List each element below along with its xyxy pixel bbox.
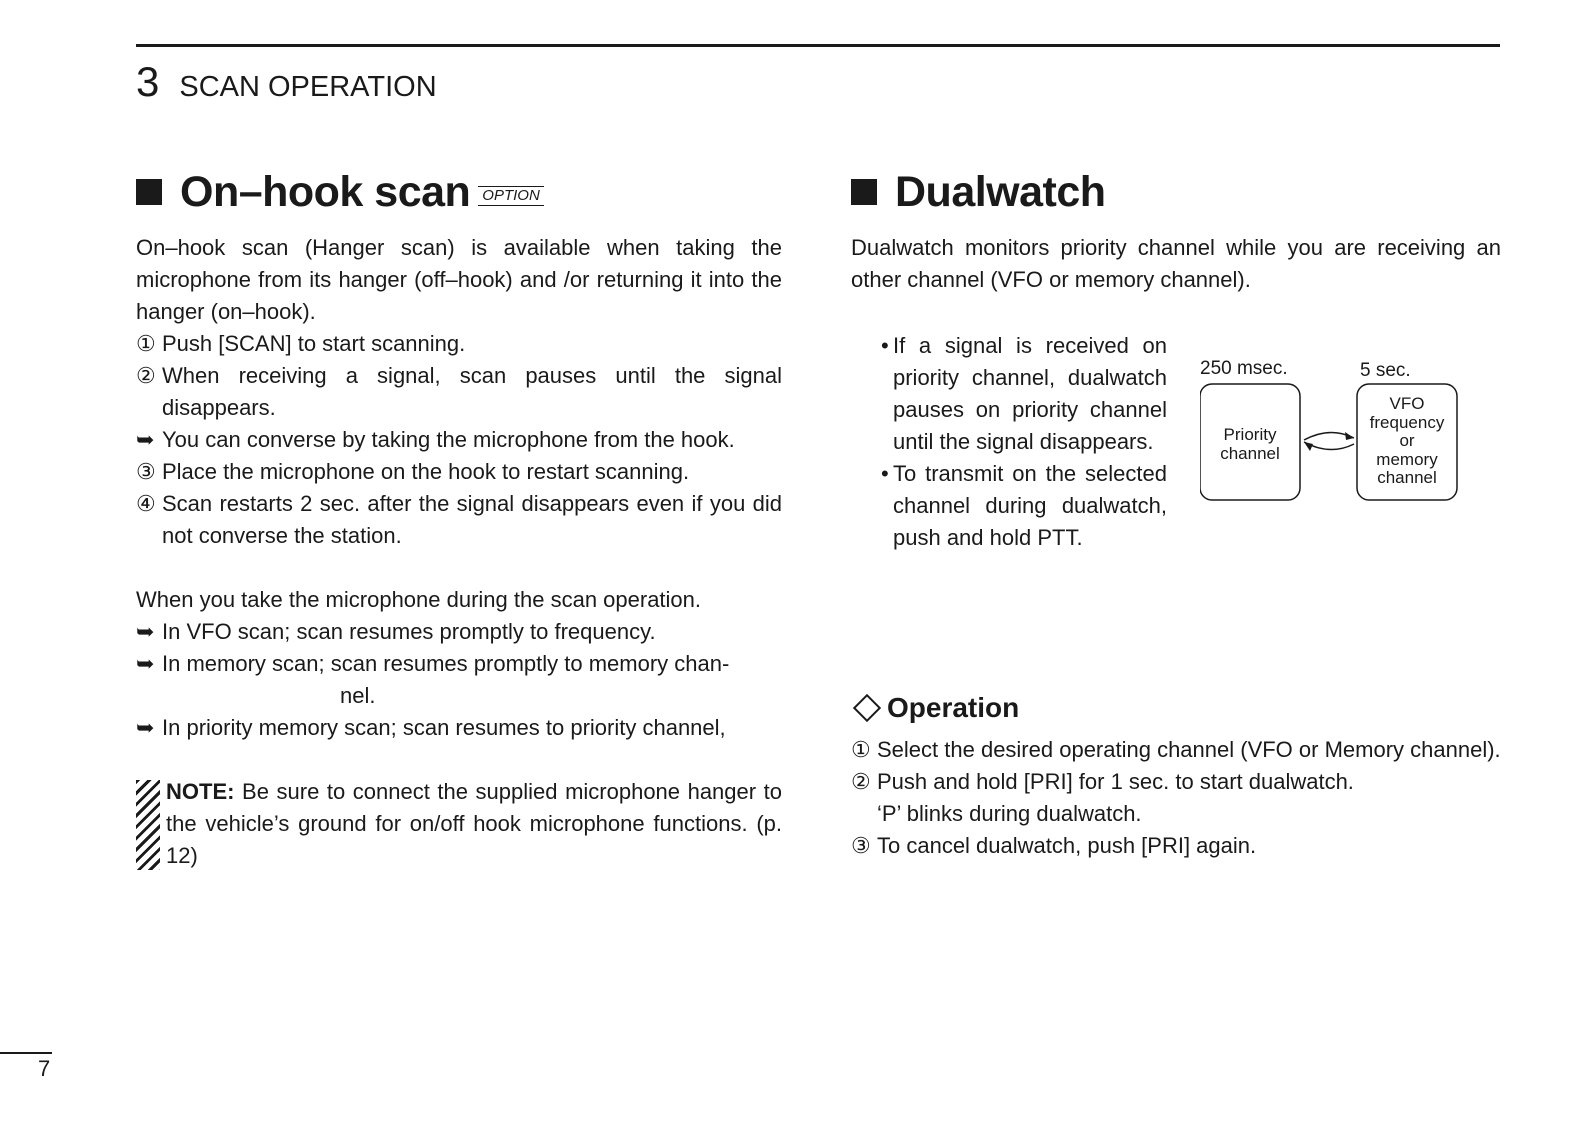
step-marker: ① — [851, 737, 871, 762]
take-item-continuation: nel. — [340, 683, 376, 708]
step-marker: ③ — [136, 459, 156, 484]
section-title: Dualwatch — [895, 168, 1106, 216]
step-text: To cancel dualwatch, push [PRI] again. — [877, 833, 1257, 858]
step-marker: ④ — [136, 491, 156, 516]
step-item — [136, 424, 782, 456]
step-item — [136, 488, 782, 552]
bullet-item — [881, 330, 1167, 458]
footer-rule — [0, 1052, 52, 1054]
operation-section — [851, 690, 1501, 862]
operation-step — [851, 734, 1501, 766]
dualwatch-diagram — [1200, 352, 1480, 522]
note-text: Be sure to connect the supplied microphone hanger to the vehicle’s ground for on/off hook microphone functions. (p. 12) — [166, 779, 782, 868]
box-right-line: VFO — [1389, 394, 1425, 413]
dualwatch-heading — [851, 168, 1501, 216]
dualwatch-section — [851, 168, 1501, 296]
box-left-line: Priority — [1223, 425, 1277, 444]
hatch-note-icon — [136, 780, 160, 870]
step-marker: ② — [136, 363, 156, 388]
step-marker: ③ — [851, 833, 871, 858]
step-text: Select the desired operating channel (VFO or Memory channel). — [877, 737, 1501, 762]
chapter-title: SCAN OPERATION — [179, 71, 437, 103]
step-item — [136, 360, 782, 424]
on-hook-scan-section — [136, 168, 782, 872]
operation-title: Operation — [887, 692, 1020, 723]
take-item — [136, 712, 782, 744]
step-text: Push and hold [PRI] for 1 sec. to start dualwatch. — [877, 769, 1354, 794]
diagram-time-left: 250 msec. — [1200, 358, 1288, 379]
chapter-number: 3 — [136, 58, 160, 105]
note-body — [166, 776, 782, 872]
bullet-item — [881, 458, 1167, 554]
arrowhead-right-icon — [1345, 432, 1354, 440]
step-text: Scan restarts 2 sec. after the signal disappears even if you did not converse the station. — [162, 491, 782, 548]
take-item — [136, 648, 782, 680]
operation-step-sub — [851, 798, 1501, 830]
step-item — [136, 456, 782, 488]
take-item-text: In VFO scan; scan resumes promptly to frequency. — [162, 619, 656, 644]
option-badge: OPTION — [478, 186, 544, 206]
bullet-dot-icon: • — [881, 333, 889, 358]
step-item — [136, 328, 782, 360]
take-item — [136, 616, 782, 648]
square-bullet-icon — [851, 179, 877, 205]
step-text: You can converse by taking the microphone from the hook. — [162, 427, 735, 452]
on-hook-scan-heading — [136, 168, 782, 216]
operation-step — [851, 830, 1501, 862]
box-right-line: channel — [1377, 468, 1437, 487]
step-text: Push [SCAN] to start scanning. — [162, 331, 466, 356]
note-box — [136, 776, 782, 872]
take-intro: When you take the microphone during the scan operation. — [136, 587, 702, 612]
take-item-text: In priority memory scan; scan resumes to priority channel, — [162, 715, 726, 740]
step-text: Place the microphone on the hook to restart scanning. — [162, 459, 690, 484]
section-title: On–hook scan — [180, 168, 471, 216]
box-right-line: frequency — [1369, 413, 1445, 432]
arrow-icon: ➥ — [136, 427, 155, 452]
bullet-dot-icon: • — [881, 461, 889, 486]
take-item-text: In memory scan; scan resumes promptly to memory chan- — [162, 651, 730, 676]
operation-heading — [851, 690, 1501, 726]
arrowhead-left-icon — [1304, 442, 1313, 451]
arrow-icon: ➥ — [136, 619, 155, 644]
box-left-line: channel — [1220, 444, 1280, 463]
arrow-icon: ➥ — [136, 651, 155, 676]
top-rule — [136, 44, 1500, 47]
bullet-text: To transmit on the selected channel during dualwatch, push and hold PTT. — [893, 461, 1167, 550]
note-label: NOTE: — [166, 779, 235, 804]
intro-paragraph: On–hook scan (Hanger scan) is available when taking the microphone from its hanger (off–hook) and /or returning it into the hanger (on–hook). — [136, 235, 782, 324]
page-number: 7 — [38, 1056, 51, 1081]
arrow-icon: ➥ — [136, 715, 155, 740]
bullet-text: If a signal is received on priority channel, dualwatch pauses on priority channel until the signal disappears. — [893, 333, 1167, 454]
square-bullet-icon — [136, 179, 162, 205]
operation-step — [851, 766, 1501, 798]
box-right-line: memory — [1376, 450, 1438, 469]
dualwatch-intro: Dualwatch monitors priority channel while you are receiving an other channel (VFO or memory channel). — [851, 235, 1501, 292]
dualwatch-bullets — [881, 330, 1167, 554]
box-right-line: or — [1399, 431, 1415, 450]
step-subtext: ‘P’ blinks during dualwatch. — [877, 801, 1142, 826]
step-text: When receiving a signal, scan pauses until the signal disappears. — [162, 363, 782, 420]
step-marker: ① — [136, 331, 156, 356]
diamond-icon — [853, 694, 881, 722]
step-marker: ② — [851, 769, 871, 794]
chapter-header — [136, 58, 437, 106]
diagram-time-right: 5 sec. — [1360, 360, 1411, 381]
